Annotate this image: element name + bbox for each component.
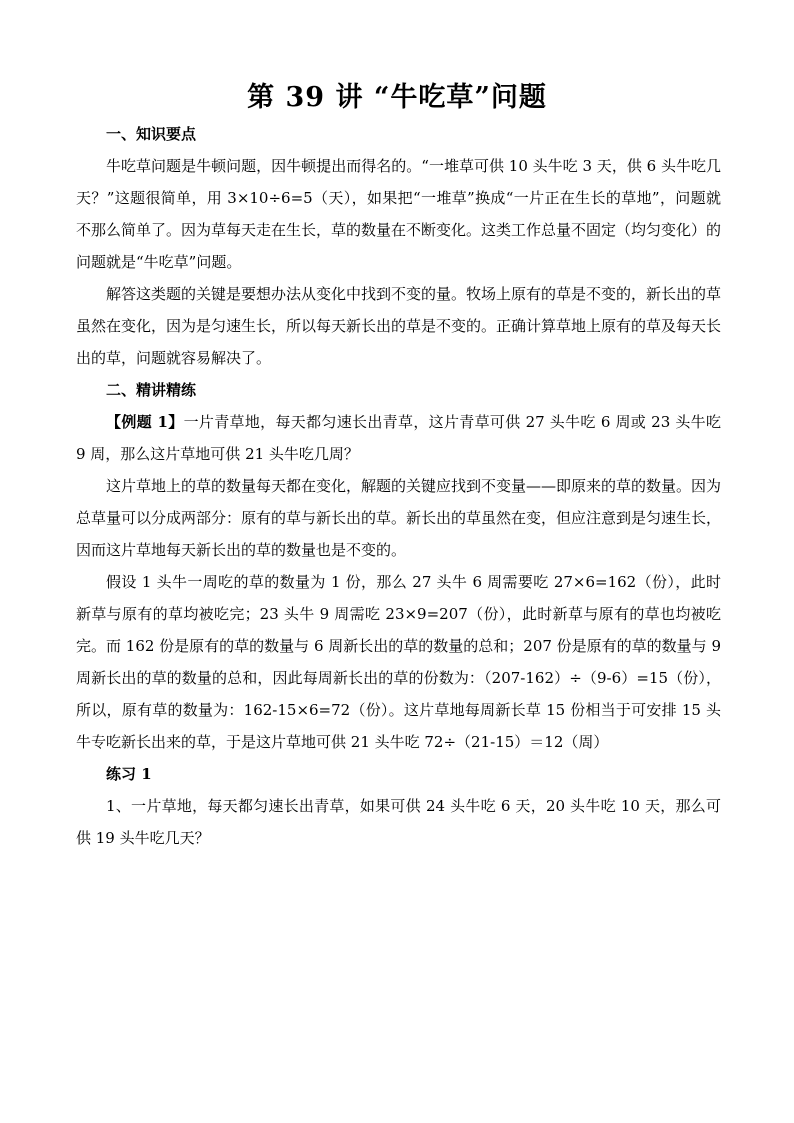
page-title: 第 39 讲 “牛吃草”问题	[247, 82, 547, 113]
document-body	[76, 118, 721, 854]
section-heading-practice: 二、精讲精练	[106, 381, 197, 399]
analysis-paragraph-2: 假设 1 头牛一周吃的草的数量为 1 份，那么 27 头牛 6 周需要吃 27×6=162（份），此时新草与原有的草均被吃完；23 头牛 9 周需吃 23×9=207（份），此时新草与原有的草也均被吃完。而 162 份是原有的草的数量与 6 周新长出的草的数量的总和；207 份是原有的草的数量与 9 周新长出的草的数量的总和，因此每周新长出的草的份数为：（207-162）÷（9-6）=15（份），所以，原有草的数量为：162-15×6=72（份）。这片草地每周新长草 15 份相当于可安排 15 头牛专吃新长出来的草，于是这片草地可供 21 头牛吃 72÷（21-15）＝12（周）	[76, 573, 721, 751]
analysis-paragraph-1: 这片草地上的草的数量每天都在变化，解题的关键应找到不变量——即原来的草的数量。因为总草量可以分成两部分：原有的草与新长出的草。新长出的草虽然在变，但应注意到是匀速生长，因而这片草地每天新长出的草的数量也是不变的。	[76, 477, 722, 559]
knowledge-paragraph-2: 解答这类题的关键是要想办法从变化中找到不变的量。牧场上原有的草是不变的，新长出的草虽然在变化，因为是匀速生长，所以每天新长出的草是不变的。正确计算草地上原有的草及每天长出的草，问题就容易解决了。	[76, 285, 722, 367]
exercise-heading: 练习 1	[106, 765, 152, 783]
exercise-1-paragraph: 1、一片草地，每天都匀速长出青草，如果可供 24 头牛吃 6 天，20 头牛吃 10 天，那么可供 19 头牛吃几天？	[76, 797, 721, 847]
example-1-paragraph	[76, 406, 721, 470]
example-1-label: 【例题 1】	[106, 413, 184, 431]
knowledge-paragraph-1: 牛吃草问题是牛顿问题，因牛顿提出而得名的。“一堆草可供 10 头牛吃 3 天，供 6 头牛吃几天？”这题很简单，用 3×10÷6=5（天），如果把“一堆草”换成“一片正在生长的草地”，问题就不那么简单了。因为草每天走在生长，草的数量在不断变化。这类工作总量不固定（均匀变化）的问题就是“牛吃草”问题。	[76, 157, 722, 271]
example-1-text: 一片青草地，每天都匀速长出青草，这片青草可供 27 头牛吃 6 周或 23 头牛吃 9 周，那么这片草地可供 21 头牛吃几周？	[76, 413, 721, 463]
section-heading-knowledge: 一、知识要点	[106, 125, 197, 143]
